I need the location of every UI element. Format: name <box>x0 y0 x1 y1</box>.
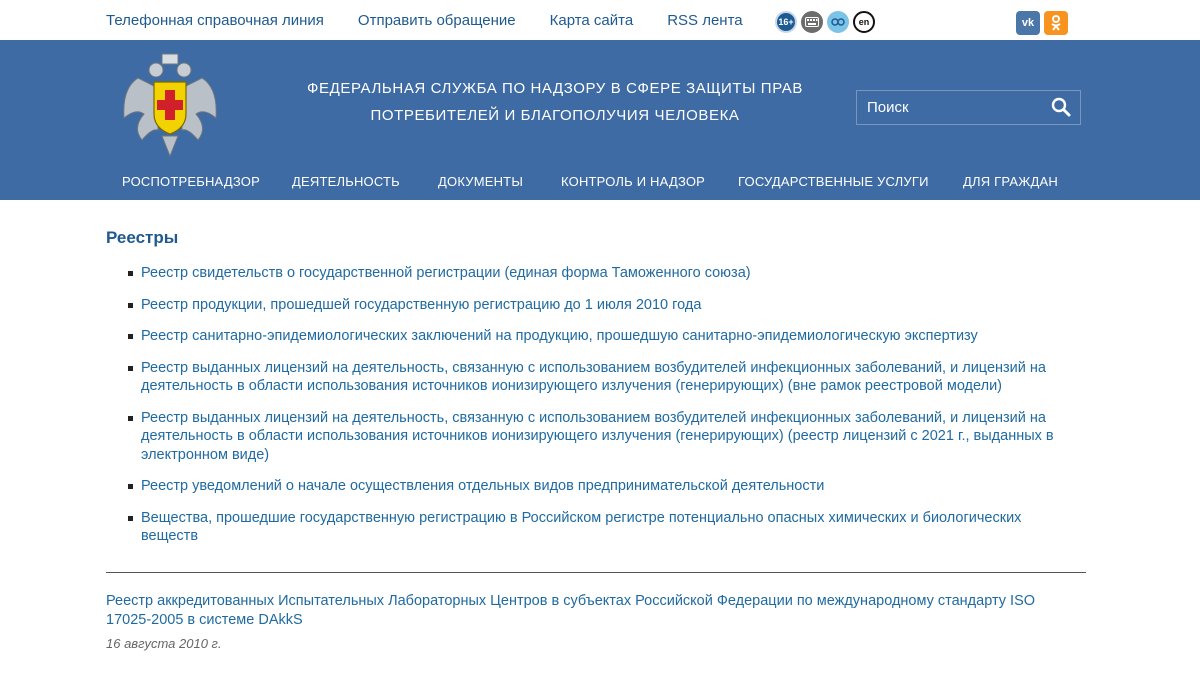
nav-rospotrebnadzor[interactable]: РОСПОТРЕБНАДЗОР <box>122 174 260 189</box>
social-links <box>1016 11 1068 35</box>
sitemap-link[interactable]: Карта сайта <box>549 12 634 29</box>
registry-link[interactable]: Реестр продукции, прошедшей государственную регистрацию до 1 июля 2010 года <box>141 296 702 313</box>
search-box <box>856 90 1081 125</box>
registry-link[interactable]: Вещества, прошедшие государственную регистрацию в Российском регистре потенциально опасных химических и биологических веществ <box>141 509 1022 544</box>
nav-for-citizens[interactable]: ДЛЯ ГРАЖДАН <box>963 174 1058 189</box>
rss-link[interactable]: RSS лента <box>667 12 743 29</box>
news-title-link[interactable]: Реестр аккредитованных Испытательных Лабораторных Центров в субъектах Российской Федерации по международному стандарту ISO 17025-2005 в системе DAkkS <box>106 593 1036 628</box>
list-item <box>128 264 1058 283</box>
agency-name <box>290 75 820 129</box>
nav-activity[interactable]: ДЕЯТЕЛЬНОСТЬ <box>292 174 400 189</box>
registry-link[interactable]: Реестр выданных лицензий на деятельность, связанную с использованием возбудителей инфекционных заболеваний, и лицензий на деятельность в области использования источников ионизирующего излучения (генерирующих) (реестр лицензий с 2021 г., выданных в электронном виде) <box>141 409 1054 463</box>
registry-link[interactable]: Реестр свидетельств о государственной регистрации (единая форма Таможенного союза) <box>141 265 751 281</box>
low-vision-icon[interactable] <box>827 11 849 33</box>
agency-name-line2: ПОТРЕБИТЕЛЕЙ И БЛАГОПОЛУЧИЯ ЧЕЛОВЕКА <box>370 107 740 124</box>
odnoklassniki-icon[interactable] <box>1044 11 1068 35</box>
list-item <box>128 296 1058 315</box>
agency-name-line1: ФЕДЕРАЛЬНАЯ СЛУЖБА ПО НАДЗОРУ В СФЕРЕ ЗАЩИТЫ ПРАВ <box>306 80 804 97</box>
registry-link[interactable]: Реестр санитарно-эпидемиологических заключений на продукцию, прошедшую санитарно-эпидемиологическую экспертизу <box>141 328 978 344</box>
divider <box>106 572 1086 573</box>
vk-icon[interactable]: vk <box>1016 11 1040 35</box>
site-header <box>0 40 1200 200</box>
registry-link[interactable]: Реестр уведомлений о начале осуществления отдельных видов предпринимательской деятельности <box>141 478 825 494</box>
list-item <box>128 327 1058 346</box>
page-title: Реестры <box>106 228 179 247</box>
nav-documents[interactable]: ДОКУМЕНТЫ <box>438 174 524 189</box>
nav-control[interactable]: КОНТРОЛЬ И НАДЗОР <box>561 174 706 189</box>
send-appeal-link[interactable]: Отправить обращение <box>357 12 516 29</box>
accessibility-tools <box>775 11 875 33</box>
hotline-link[interactable]: Телефонная справочная линия <box>106 12 324 29</box>
registry-link[interactable]: Реестр выданных лицензий на деятельность, связанную с использованием возбудителей инфекционных заболеваний, и лицензий на деятельность в области использования источников ионизирующего излучения (генерирующих) (вне рамок реестровой модели) <box>141 359 1046 394</box>
language-en-button[interactable]: en <box>853 11 875 33</box>
list-item <box>128 477 1058 496</box>
list-item <box>128 509 1058 546</box>
main-nav <box>0 174 1200 200</box>
list-item <box>128 409 1058 465</box>
news-date: 16 августа 2010 г. <box>106 636 222 651</box>
list-item <box>128 359 1058 396</box>
news-item <box>106 592 1066 629</box>
coat-of-arms-logo[interactable] <box>118 48 222 160</box>
search-input[interactable] <box>857 91 1047 124</box>
registry-list <box>128 264 1058 559</box>
keyboard-icon[interactable] <box>801 11 823 33</box>
search-icon[interactable] <box>1051 97 1071 117</box>
age-rating-badge: 16+ <box>775 11 797 33</box>
top-bar <box>0 0 1200 40</box>
top-links <box>106 12 743 29</box>
nav-public-services[interactable]: ГОСУДАРСТВЕННЫЕ УСЛУГИ <box>738 174 929 189</box>
